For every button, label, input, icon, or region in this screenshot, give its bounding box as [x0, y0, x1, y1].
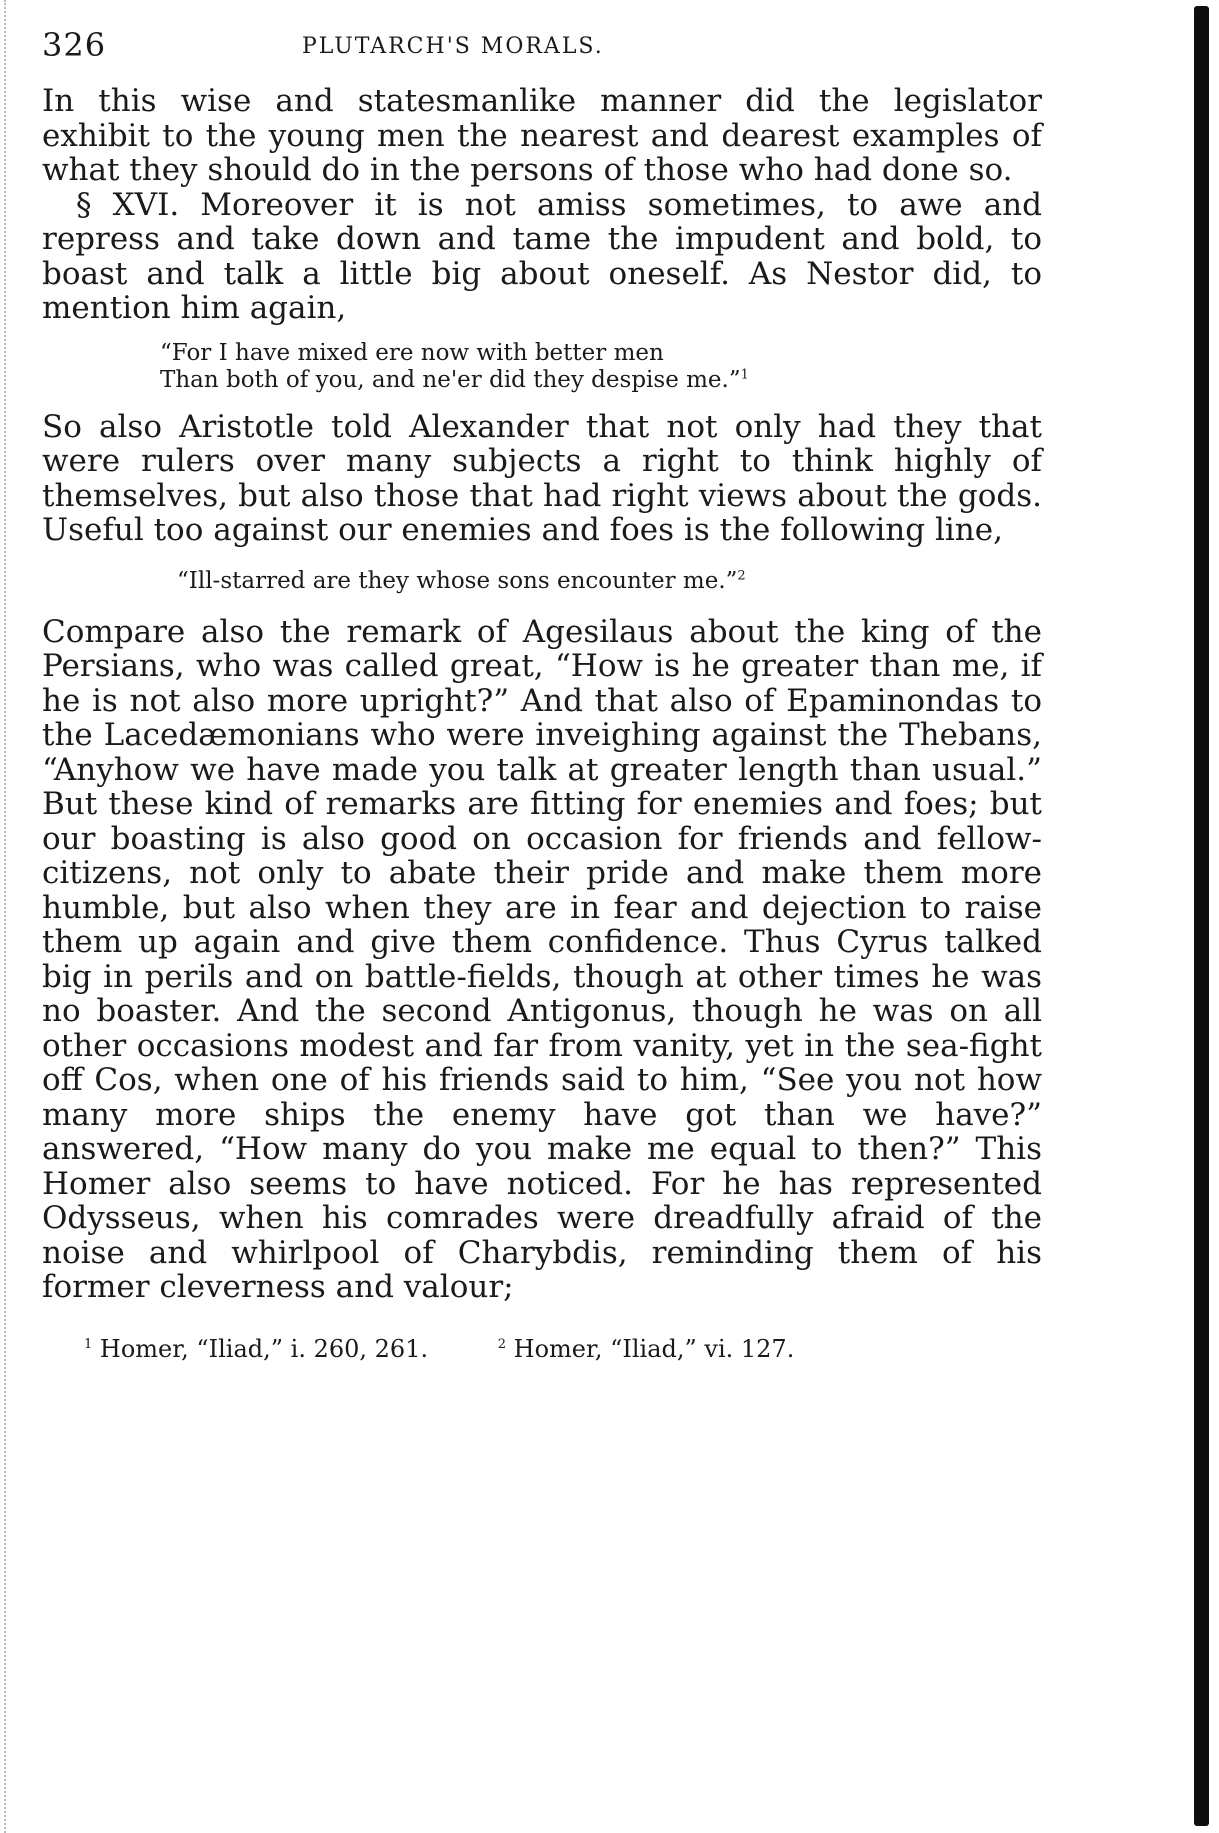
verse-line-text: Than both of you, and ne'er did they despise me.”: [160, 366, 741, 393]
page-header: [42, 22, 1042, 84]
verse-line: [177, 568, 1042, 595]
footnote-text: Homer, “Iliad,” i. 260, 261.: [99, 1334, 429, 1363]
footnotes: [42, 1335, 1042, 1363]
verse-line: “For I have mixed ere now with better men: [160, 339, 664, 366]
footnote-ref: 2: [737, 567, 746, 583]
running-title: PLUTARCH'S MORALS.: [302, 34, 604, 59]
footnote-marker: 1: [84, 1336, 93, 1352]
verse-line: [160, 367, 1042, 394]
body-text: [42, 84, 1042, 1305]
page-number: 326: [42, 26, 107, 64]
footnote-2: [498, 1335, 795, 1363]
paragraph-2: § XVI. Moreover it is not amiss sometimes, to awe and repress and take down and tame the impudent and bold, to boast and talk a little big about oneself. As Nestor did, to mention him again,: [42, 186, 1042, 326]
page-edge-left: [4, 0, 8, 1833]
footnote-1: [84, 1335, 428, 1363]
verse-quote-2: [177, 568, 1042, 595]
paragraph-3: So also Aristotle told Alexander that not only had they that were rulers over many subjects a right to think highly of themselves, but also those that had right views about the gods. Useful too against our enemies and foes is the following line,: [42, 408, 1042, 548]
paragraph-4: Compare also the remark of Agesilaus about the king of the Persians, who was called great, “How is he greater than me, if he is not also more upright?” And that also of Epaminondas to the Lacedæmonians who were inveighing against the Thebans, “Anyhow we have made you talk at greater length than usual.” But these kind of remarks are fitting for enemies and foes; but our boasting is also good on occasion for friends and fellow-citizens, not only to abate their pride and make them more humble, but also when they are in fear and dejection to raise them up again and give them confidence. Thus Cyrus talked big in perils and on battle-fields, though at other times he was no boaster. And the second Antigonus, though he was on all other occasions modest and far from vanity, yet in the sea-fight off Cos, when one of his friends said to him, “See you not how many more ships the enemy have got than we have?” answered, “How many do you make me equal to then?” This Homer also seems to have noticed. For he has represented Odysseus, when his comrades were dreadfully afraid of the noise and whirlpool of Charybdis, reminding them of his former cleverness and valour;: [42, 613, 1042, 1305]
verse-quote-1: [160, 340, 1042, 394]
verse-line-text: “Ill-starred are they whose sons encounter me.”: [177, 567, 738, 594]
footnote-ref: 1: [740, 366, 749, 382]
book-page: [42, 22, 1042, 1363]
paragraph-1: In this wise and statesmanlike manner did the legislator exhibit to the young men the nearest and dearest examples of what they should do in the persons of those who had done so.: [42, 83, 1042, 188]
footnote-marker: 2: [497, 1336, 507, 1352]
footnote-text: Homer, “Iliad,” vi. 127.: [513, 1334, 795, 1363]
binding-edge: [1194, 6, 1209, 1826]
